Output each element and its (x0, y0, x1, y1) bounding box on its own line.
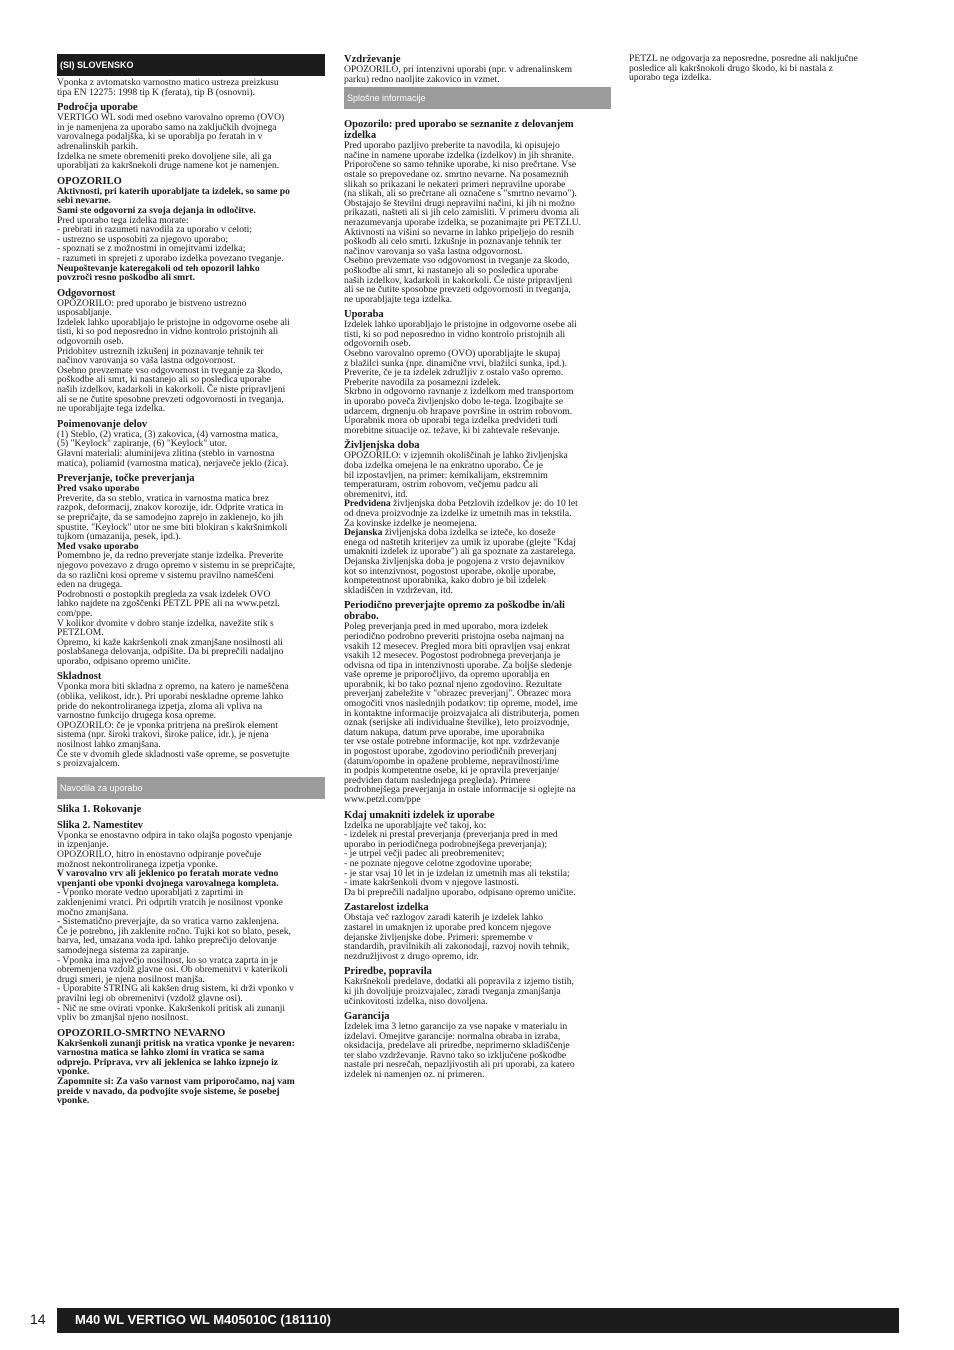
page-number: 14 (30, 1311, 46, 1327)
figure-text-2b: - Vponko morate vedno uporabljati z zaprtimi in zaklenjenimi vratci. Pri odprtih vratcih je nosilnost vponke močno zmanjšana. - Sistematično preverjajte, da so vratica varno zaklenjena. Če je potrebno, jih zaklenite ročno. Tujki kot so blato, pesek, barva, led, umazana voda ipd. lahko preprečijo delovanje samodejnega sistema za zapiranje. - Vponka ima največjo nosilnost, ko so vratca zaprta in je obremenjena vzdolž glavne osi. Ob obremenitvi v katerikoli drugi smeri, je njena nosilnost manjša. - Uporabite STRING ali kakšen drug sistem, ki drži vponko v pravilni legi ob obremenitvi (vzdolž glavne osi). - Nič ne sme ovirati vponke. Kakršenkoli pritisk ali zunanji vpliv bo zmanjšal njeno nosilnost. (57, 887, 294, 1024)
smrtno-bold: Kakršenkoli zunanji pritisk na vratica vponke je nevaren: varnostna matica se lahko zlomi in vratica se sama odprejo. Priprava, vrv ali jeklenica se lahko izpnejo iz vponke. Zapomnite si: Za vašo varnost vam priporočamo, naj vam preide v navado, da podvojite svoje sisteme, še posebej vponke. (57, 1037, 295, 1107)
section-text-priredbe: Kakršnekoli predelave, dodatki ali popravila z izjemo tistih, ki jih dovoljuje proizvajalec, zaradi tveganja zmanjšanja učinkovitosti izdelka, niso dovoljena. (344, 976, 574, 1007)
section-text-garancija: Izdelek ima 3 letno garancijo za vse napake v materialu in izdelavi. Omejitve garancije: normalna obraba in izraba, oksidacija, predelave ali priredbe, neprimerno skladiščenje ter slabo vzdrževanje. Ravno tako so izključene poškodbe nastale pri nesrečah, nepazljivostih ali pri uporabi, za katero izdelek ni namenjen oz. ni primeren. (344, 1021, 575, 1081)
opozorilo-bold-1: Aktivnosti, pri katerih uporabljate ta izdelek, so same po sebi nevarne. Sami ste odgovorni za svoja dejanja in odločitve. (57, 185, 290, 216)
document-reference: M40 WL VERTIGO WL M405010C (181110) (75, 1312, 332, 1327)
figure-title-1: Slika 1. Rokovanje (57, 803, 142, 815)
opozorilo-bold-2: Neupoštevanje kateregakoli od teh opozoril lahko povzroči resno poškodbo ali smrt. (57, 262, 260, 284)
section-title-priredbe: Priredbe, popravila (344, 966, 432, 978)
language-header: (SI) SLOVENSKO (57, 54, 325, 76)
figure-text-2: Vponka se enostavno odpira in tako olajša pogosto vpenjanje in izpenjanje. OPOZORILO, hitro in enostavno odpiranje povečuje možnost nekontroliranega izpetja vponke. (57, 829, 292, 870)
section-text-poimenovanje: (1) Steblo, (2) vratica, (3) zakovica, (4) varnostna matica, (5) "Keylock" zapiranje, (6) "Keylock" utor. Glavni materiali: aluminijeva zlitina (steblo in varnostna matica), poliamid (varnostna matica), nerjaveče jeklo (žica). (57, 428, 289, 469)
predvidena-label: Predvidena (344, 498, 391, 510)
section-text-seznanite: Pred uporabo pazljivo preberite ta navodila, ki opisujejo načine in namene uporabe izdelka (izdelkov) in jih shranite. Priporočene so samo tehnike uporabe, ki niso prečrtane. Vse ostale so prepovedane oz. smrtno nevarne. Na posameznih slikah so prikazani le nekateri primeri nepravilne uporabe (na slikah, ali so prečrtane ali označene s "smrtno nevarno"). Obstajajo še številni drugi nepravilni načini, ki jih ni možno prikazati, našteti ali si jih celo zamisliti. V primeru dvoma ali nerazumevanja uporabe izdelka, se pozanimajte pri PETZLU. Aktivnosti na višini so nevarne in lahko pripeljejo do resnih poškodb ali celo smrti. Izkušnje in poznavanje tehnik ter načinov varovanja so vaša lastna odgovornost. Osebno prevzemate vso odgovornost in tveganje za škodo, poškodbe ali smrt, ki nastanejo ali so posledica uporabe naših izdelkov, kadarkoli in kakorkoli. Če niste pripravljeni ali se ne čutite sposobne prevzeti odgovornosti in tveganja, ne uporabljajte tega izdelka. (344, 140, 582, 305)
section-title-opozorilo: OPOZORILO (57, 175, 122, 187)
section-text-kdaj: Izdelka ne uporabljajte več takoj, ko: - izdelek ni prestal preverjanja (preverjanja pred in med uporabo in periodičnega podrobnejšega preverjanja); - je utrpel večji padec ali preobremenitev; - ne poznate njegove celotne zgodovine uporabe; - je star vsaj 10 let in je izdelan iz umetnih mas ali tekstila; - imate kakršenkoli dvom v njegove lastnosti. Da bi preprečili nadaljno uporabo, odpisano opremo uničite. (344, 819, 576, 898)
subhead-med-vsako: Med vsako uporabo (57, 540, 139, 552)
predvidena-paragraph (344, 499, 611, 528)
section-title-odgovornost: Odgovornost (57, 287, 116, 299)
dejanska-paragraph (344, 528, 611, 595)
section-text-podrocja: VERTIGO WL sodi med osebno varovalno opremo (OVO) in je namenjena za uporabo samo na zaključkih dvojnega varovalnega podaljška, ki se uporablja po feratah in v adrenalinskih parkih. Izdelka ne smete obremeniti preko dovoljene sile, ali ga uporabljati za kakršnekoli druge namene kot je namenjen. (57, 112, 285, 172)
navodila-header: Navodila za uporabo (57, 777, 325, 799)
section-title-garancija: Garancija (344, 1011, 390, 1023)
dejanska-label: Dejanska (344, 527, 383, 539)
section-title-zastarelost: Zastarelost izdelka (344, 902, 429, 914)
petzl-liability-text: PETZL ne odgovarja za neposredne, posredne ali naključne posledice ali kakršnokoli drugo škodo, ki bi nastala z uporabo tega izdelka. (629, 53, 858, 84)
section-title-podrocja: Področja uporabe (57, 102, 138, 114)
subhead-pred-vsako: Pred vsako uporabo (57, 483, 140, 495)
footer-bar (57, 1308, 899, 1333)
text-pred-vsako: Preverite, da so steblo, vratica in varnostna matica brez razpok, deformacij, znakov korozije, idr. Odprite vratica in se prepričajte, da se samodejno zaprejo in zaklenejo, ko jih spustite. "Keylock" utor ne sme biti blokiran s kakršnimkoli tujkom (umazanija, pesek, ipd.). (57, 492, 288, 543)
section-text-uporaba: Izdelek lahko uporabljajo le pristojne in odgovorne osebe ali tisti, ki so pod neposredno in vidno kontrolo pristojnih ali odgovornih oseb. Osebno varovalno opremo (OVO) uporabljajte le skupaj z blažilci sunka (npr. dinamične vrvi, blažilci sunka, ipd.). Preverite, če je ta izdelek združljiv z ostalo vašo opremo. Preberite navodila za posamezni izdelek. Skrbno in odgovorno ravnanje z izdelkom med transportom in uporabo poveča življenjsko dobo le-tega. Izogibajte se udarcem, drgnenju ob hrapave površine in ostrim robovom. Uporabnik mora ob uporabi tega izdelka predvideti tudi morebitne situacije oz. težave, ki bi zahtevale reševanje. (344, 319, 577, 436)
predvidena-text: življenjska doba Petzlovih izdelkov je: do 10 let od dneva proizvodnje za izdelke iz umetnih mas in tekstila. Za kovinske izdelke je neomejena. (344, 498, 578, 529)
section-text-vzdrzevanje: OPOZORILO, pri intenzivni uporabi (npr. v adrenalinskem parku) redno naoljite zakovico in vzmet. (344, 64, 573, 85)
section-text-skladnost: Vponka mora biti skladna z opremo, na katero je nameščena (oblika, velikost, idr.). Pri uporabi neskladne opreme lahko pride do nekontroliranega izpetja, zloma ali vpliva na varnostno funkcijo drugega kosa opreme. OPOZORILO: če je vponka pritrjena na preširok element sistema (npr. široki trakovi, široke palice, idr.), je njena nosilnost lahko zmanjšana. Če ste v dvomih glede skladnosti vaše opreme, se posvetujte s proizvajalcem. (57, 681, 290, 770)
section-title-skladnost: Skladnost (57, 671, 102, 683)
section-text-zastarelost: Obstaja več razlogov zaradi katerih je izdelek lahko zastarel in umaknjen iz uporabe pred koncem njegove dejanske življenjske dobe. Primeri: spremembe v standardih, pravilnikih ali zakonodaji, razvoj novih tehnik, nezdružljivost z drugo opremo, idr. (344, 912, 570, 962)
section-title-kdaj: Kdaj umakniti izdelek iz uporabe (344, 809, 495, 821)
section-title-periodicno: Periodično preverjajte opremo za poškodbe in/ali obrabo. (344, 600, 565, 623)
section-title-smrtno: OPOZORILO-SMRTNO NEVARNO (57, 1027, 226, 1039)
section-title-poimenovanje: Poimenovanje delov (57, 418, 148, 430)
section-title-zivljenjska: Življenjska doba (344, 440, 420, 452)
section-text-odgovornost: OPOZORILO: pred uporabo je bistveno ustrezno usposabljanje. Izdelek lahko uporabljajo le pristojne in odgovorne osebe ali tisti, ki so pod neposredno in vidno kontrolo pristojnih ali odgovornih oseb. Pridobitev ustreznih izkušenj in poznavanje tehnik ter načinov varovanja so vaša lastna odgovornost. Osebno prevzemate vso odgovornost in tveganje za škodo, poškodbe ali smrt, ki nastanejo ali so posledica uporabe naših izdelkov, kadarkoli in kakorkoli. Če niste pripravljeni ali se ne čutite sposobne prevzeti odgovornosti in tveganja, ne uporabljajte tega izdelka. (57, 297, 290, 415)
intro-text: Vponka z avtomatsko varnostno matico ustreza preizkusu tipa EN 12275: 1998 tip K (ferata), tip B (osnovni). (57, 77, 279, 98)
dejanska-text: življenjska doba izdelka se izteče, ko doseže enega od naštetih kriterijev za umik iz uporabe (glejte "Kdaj umakniti izdelek iz uporabe") ali ga spoznate za zastarelega. Dejanska življenjska doba je pogojena z vrsto dejavnikov kot so intenzivnost, pogostost uporabe, okolje uporabe, kompetentnost uporabnika, kako dobro je bil izdelek skladiščen in vzdrževan, itd. (344, 527, 576, 596)
figure-bold-2: V varovalno vrv ali jeklenico po feratah morate vedno vpenjanti obe vponki dvojnega varovalnega kompleta. (57, 868, 279, 889)
column-right (629, 54, 899, 83)
column-middle (344, 54, 611, 1080)
section-text-zivljenjska: OPOZORILO: v izjemnih okoliščinah je lahko življenjska doba izdelka omejena le na enkratno uporabo. Če je bil izpostavljen, na primer: kemikalijam, ekstremnim temperaturam, ostrim robovom, večjemu padcu ali obremenitvi, itd. (344, 450, 568, 500)
opozorilo-text: Pred uporabo tega izdelka morate: - prebrati in razumeti navodila za uporabo v celoti; - ustrezno se usposobiti za njegovo uporabo; - spoznati se z možnostmi in omejitvami izdelka; - razumeti in sprejeti z uporabo izdelka povezano tveganje. (57, 214, 284, 264)
section-title-preverjanje: Preverjanje, točke preverjanja (57, 473, 195, 485)
section-text-periodicno: Poleg preverjanja pred in med uporabo, mora izdelek periodično podrobno preveriti pristojna oseba najmanj na vsakih 12 mesecev. Pregled mora biti opravljen vsaj enkrat vsakih 12 mesecev. Pogostost podrobnega preverjanja je odvisna od tipa in intenzivnosti uporabe. Za boljše sledenje vaše opreme je priporočljivo, da opremo uporablja en uporabnik, ki bo tako poznal njeno zgodovino. Rezultate preverjanj zabeležite v "obrazec preverjanj". Obrazec mora omogočiti vnos naslednjih podatkov: tip opreme, model, ime in kontaktne informacije proizvajalca ali distributerja, pomen oznak (serijske ali individualne številke), leto proizvodnje, datum nakupa, datum prve uporabe, ime uporabnika ter vse ostale potrebne informacije, kot npr. vzdrževanje in pogostost uporabe, zgodovino periodičnih preverjanj (datum/opombe in opažene probleme, nepravilnosti/ime in podpis kompetentne osebe, ki je opravila preverjanje/ predviden datum naslednjega pregleda). Primere podrobnejšega preverjanja in ostale informacije si oglejte na www.petzl.com/ppe (344, 621, 580, 805)
figure-title-2: Slika 2. Namestitev (57, 819, 144, 831)
text-med-vsako: Pomembno je, da redno preverjate stanje izdelka. Preverite njegovo povezavo z drugo opremo v sistemu in se prepričajte, da so različni kosi opreme v sistemu pravilno nameščeni eden na drugega. Podrobnosti o postopkih pregleda za vsak izdelek OVO lahko najdete na zgoščenki PETZL PPE ali na www.petzl. com/ppe. V kolikor dvomite v dobro stanje izdelka, navežite stik s PETZLOM. Opremo, ki kaže kakršenkoli znak zmanjšane nosilnosti ali poslabšanega delovanja, odpišite. Da bi preprečili nadaljno uporabo, odpisano opremo uničite. (57, 550, 296, 667)
section-title-vzdrzevanje: Vzdrževanje (344, 54, 401, 65)
section-title-uporaba: Uporaba (344, 309, 384, 321)
section-title-seznanite: Opozorilo: pred uporabo se seznanite z delovanjem izdelka (344, 119, 574, 142)
splosne-header: Splošne informacije (344, 87, 611, 109)
column-left (57, 54, 325, 1106)
